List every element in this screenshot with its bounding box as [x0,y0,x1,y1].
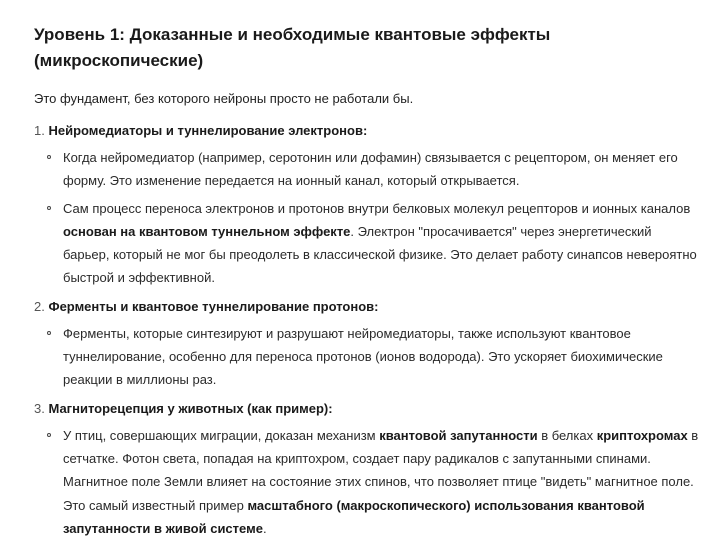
list-item [34,120,700,290]
intro-paragraph: Это фундамент, без которого нейроны просто не работали бы. [34,91,414,106]
bold-text: криптохромах [596,427,688,443]
hollow-bullet-icon [47,433,51,437]
list-item-label: Магниторецепция у животных (как пример): [48,400,333,416]
bullet-list [34,146,700,290]
text-segment: Сам процесс переноса электронов и протонов внутри белковых молекул рецепторов и ионных каналов [63,200,691,216]
bullet-list [34,322,700,392]
hollow-bullet-icon [47,206,51,210]
bullet-item [34,146,700,193]
bold-text: масштабного (макроскопического) использования квантовой запутанности в живой системе [63,497,645,536]
bold-text: основан на квантовом туннельном эффекте [63,223,351,239]
list-item-label: Нейромедиаторы и туннелирование электронов: [48,123,368,138]
numbered-list [34,120,700,540]
bullet-list [34,424,700,540]
text-segment: Ферменты, которые синтезируют и разрушают нейромедиаторы, также используют квантовое туннелирование, особенно для переноса протонов (ионов водорода). Это ускоряет биохимические реакции в миллионы раз. [63,325,663,388]
section-heading: Уровень 1: Доказанные и необходимые квантовые эффекты (микроскопические) [34,25,551,70]
text-segment: в белках [537,427,597,443]
text-segment: . [262,520,267,536]
list-item-number: 3. [34,400,45,416]
bullet-item [34,322,700,392]
bullet-item [34,197,700,290]
list-item-title [34,120,700,142]
list-item-number: 2. [34,298,45,314]
list-item [34,398,700,540]
text-segment: . Электрон "просачивается" через энергетический барьер, который не мог бы преодолеть в классической физике. Это делает работу синапсов невероятно быстрой и эффективной. [63,223,697,286]
text-segment: У птиц, совершающих миграции, доказан механизм [63,427,380,443]
list-item-title [34,398,700,420]
list-item-label: Ферменты и квантовое туннелирование протонов: [48,298,379,314]
hollow-bullet-icon [47,155,51,159]
list-item [34,296,700,392]
list-item-number: 1. [34,123,45,138]
text-segment: Когда нейромедиатор (например, серотонин или дофамин) связывается с рецептором, он меняет его форму. Это изменение передается на ионный канал, который открывается. [63,150,678,189]
bullet-item [34,424,700,540]
text-segment: в сетчатке. Фотон света, попадая на криптохром, создает пару радикалов с запутанными спинами. Магнитное поле Земли влияет на состояние этих спинов, что позволяет птице "видеть" магнитное поле. Это самый известный пример [63,427,699,513]
list-item-title [34,296,700,318]
hollow-bullet-icon [47,331,51,335]
bold-text: квантовой запутанности [379,427,538,443]
